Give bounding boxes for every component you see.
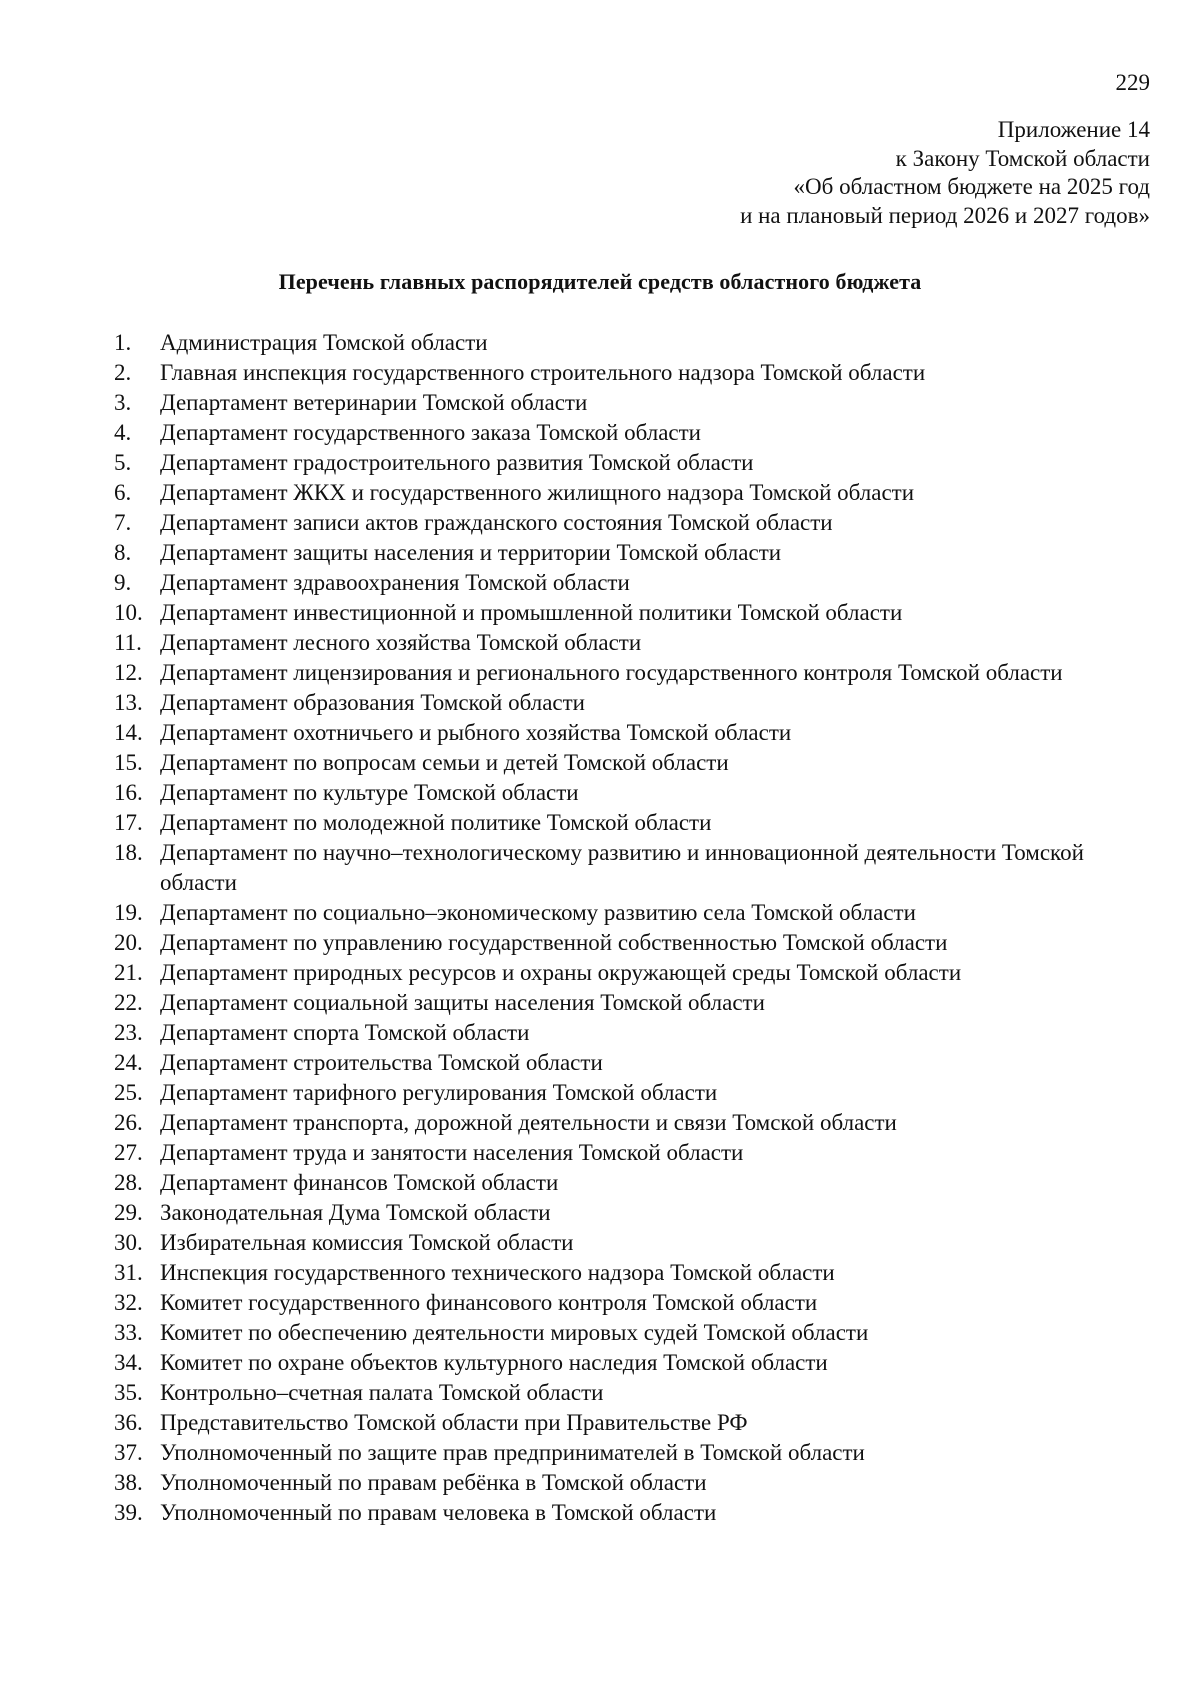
list-item-number: 5. <box>114 450 132 475</box>
list-item <box>114 1288 1134 1318</box>
list-item-text: Избирательная комиссия Томской области <box>160 1230 574 1255</box>
list-item <box>114 418 1134 448</box>
list-item-number: 6. <box>114 480 132 505</box>
list-item-text: Главная инспекция государственного строительного надзора Томской области <box>160 360 926 385</box>
list-item-number: 38. <box>114 1470 143 1495</box>
list-item <box>114 718 1134 748</box>
list-item <box>114 1438 1134 1468</box>
list-item-text: Департамент ветеринарии Томской области <box>160 390 588 415</box>
list-item <box>114 688 1134 718</box>
list-item-number: 30. <box>114 1230 143 1255</box>
list-item <box>114 568 1134 598</box>
list-item-number: 37. <box>114 1440 143 1465</box>
list-item <box>114 658 1134 688</box>
list-item-text: Департамент труда и занятости населения Томской области <box>160 1140 744 1165</box>
list-item-number: 28. <box>114 1170 143 1195</box>
appendix-header-line: «Об областном бюджете на 2025 год <box>793 174 1150 199</box>
list-item-text: Департамент записи актов гражданского состояния Томской области <box>160 510 833 535</box>
list-item-text: Департамент лесного хозяйства Томской области <box>160 630 642 655</box>
list-item <box>114 1138 1134 1168</box>
list-item-text: Департамент строительства Томской области <box>160 1050 603 1075</box>
list-item <box>114 1048 1134 1078</box>
list-item-number: 31. <box>114 1260 143 1285</box>
list-item-number: 3. <box>114 390 132 415</box>
list-item-text: Департамент защиты населения и территории Томской области <box>160 540 782 565</box>
list-item-number: 17. <box>114 810 143 835</box>
list-item <box>114 388 1134 418</box>
list-item-number: 32. <box>114 1290 143 1315</box>
list-item <box>114 1318 1134 1348</box>
appendix-header-line: Приложение 14 <box>997 117 1150 142</box>
list-item <box>114 898 1134 928</box>
list-item-number: 7. <box>114 510 132 535</box>
list-item-text: Департамент ЖКХ и государственного жилищного надзора Томской области <box>160 480 915 505</box>
list-item <box>114 1108 1134 1138</box>
list-item <box>114 448 1134 478</box>
list-item-text: Законодательная Дума Томской области <box>160 1200 551 1225</box>
list-item-number: 26. <box>114 1110 143 1135</box>
list-item-text: Департамент по научно–технологическому развитию и инновационной деятельности Томской области <box>160 840 1084 895</box>
list-item-number: 23. <box>114 1020 143 1045</box>
list-item-text: Комитет по обеспечению деятельности мировых судей Томской области <box>160 1320 869 1345</box>
list-item <box>114 1498 1134 1528</box>
list-item-text: Администрация Томской области <box>160 330 488 355</box>
list-item-number: 10. <box>114 600 143 625</box>
list-item-text: Комитет государственного финансового контроля Томской области <box>160 1290 818 1315</box>
list-item-text: Департамент транспорта, дорожной деятельности и связи Томской области <box>160 1110 897 1135</box>
list-item-text: Департамент по культуре Томской области <box>160 780 579 805</box>
list-item <box>114 958 1134 988</box>
list-item-number: 24. <box>114 1050 143 1075</box>
list-item-text: Департамент спорта Томской области <box>160 1020 530 1045</box>
list-item <box>114 928 1134 958</box>
list-item-number: 27. <box>114 1140 143 1165</box>
list-item-number: 15. <box>114 750 143 775</box>
document-title: Перечень главных распорядителей средств областного бюджета <box>278 269 922 294</box>
list-item-number: 25. <box>114 1080 143 1105</box>
list-item-number: 8. <box>114 540 132 565</box>
list-item-number: 1. <box>114 330 132 355</box>
list-item-number: 29. <box>114 1200 143 1225</box>
list-item-number: 21. <box>114 960 143 985</box>
list-item-number: 33. <box>114 1320 143 1345</box>
spending-units-list <box>114 328 1134 1528</box>
list-item-number: 36. <box>114 1410 143 1435</box>
list-item <box>114 1408 1134 1438</box>
list-item <box>114 988 1134 1018</box>
list-item <box>114 838 1134 898</box>
list-item-text: Уполномоченный по правам человека в Томской области <box>160 1500 717 1525</box>
list-item-text: Департамент образования Томской области <box>160 690 585 715</box>
list-item-number: 14. <box>114 720 143 745</box>
list-item <box>114 628 1134 658</box>
list-item-text: Контрольно–счетная палата Томской области <box>160 1380 604 1405</box>
list-item-number: 13. <box>114 690 143 715</box>
list-item <box>114 508 1134 538</box>
list-item <box>114 778 1134 808</box>
list-item-number: 22. <box>114 990 143 1015</box>
list-item-text: Департамент природных ресурсов и охраны окружающей среды Томской области <box>160 960 962 985</box>
list-item-text: Департамент по вопросам семьи и детей Томской области <box>160 750 729 775</box>
list-item <box>114 538 1134 568</box>
list-item-text: Департамент по социально–экономическому развитию села Томской области <box>160 900 916 925</box>
list-item-text: Департамент государственного заказа Томской области <box>160 420 701 445</box>
list-item-number: 35. <box>114 1380 143 1405</box>
list-item <box>114 748 1134 778</box>
page-number: 229 <box>1115 70 1150 95</box>
appendix-header-line: и на плановый период 2026 и 2027 годов» <box>740 202 1150 228</box>
list-item-text: Департамент лицензирования и регионального государственного контроля Томской области <box>160 660 1063 685</box>
list-item <box>114 1078 1134 1108</box>
list-item-number: 4. <box>114 420 132 445</box>
list-item <box>114 1468 1134 1498</box>
list-item <box>114 598 1134 628</box>
list-item-text: Представительство Томской области при Правительстве РФ <box>160 1410 748 1435</box>
list-item-number: 18. <box>114 840 143 865</box>
list-item <box>114 478 1134 508</box>
list-item-text: Департамент инвестиционной и промышленной политики Томской области <box>160 600 903 625</box>
list-item-number: 2. <box>114 360 132 385</box>
list-item-text: Комитет по охране объектов культурного наследия Томской области <box>160 1350 828 1375</box>
list-item <box>114 1378 1134 1408</box>
list-item-text: Уполномоченный по правам ребёнка в Томской области <box>160 1470 707 1495</box>
list-item-number: 19. <box>114 900 143 925</box>
list-item <box>114 1228 1134 1258</box>
list-item-number: 12. <box>114 660 143 685</box>
list-item-text: Уполномоченный по защите прав предпринимателей в Томской области <box>160 1440 865 1465</box>
list-item-text: Департамент тарифного регулирования Томской области <box>160 1080 718 1105</box>
list-item-text: Департамент охотничьего и рыбного хозяйства Томской области <box>160 720 792 745</box>
list-item-text: Инспекция государственного технического надзора Томской области <box>160 1260 835 1285</box>
list-item-text: Департамент финансов Томской области <box>160 1170 559 1195</box>
list-item <box>114 1258 1134 1288</box>
list-item-number: 20. <box>114 930 143 955</box>
list-item-text: Департамент здравоохранения Томской области <box>160 570 630 595</box>
list-item <box>114 1198 1134 1228</box>
list-item-text: Департамент по управлению государственной собственностью Томской области <box>160 930 948 955</box>
list-item-text: Департамент градостроительного развития Томской области <box>160 450 754 475</box>
list-item <box>114 1168 1134 1198</box>
list-item <box>114 1348 1134 1378</box>
appendix-header-line: к Закону Томской области <box>895 145 1150 171</box>
list-item <box>114 808 1134 838</box>
list-item-number: 34. <box>114 1350 143 1375</box>
list-item <box>114 1018 1134 1048</box>
list-item-number: 39. <box>114 1500 143 1525</box>
list-item-text: Департамент социальной защиты населения Томской области <box>160 990 765 1015</box>
list-item <box>114 358 1134 388</box>
list-item <box>114 328 1134 358</box>
list-item-number: 11. <box>114 630 142 655</box>
list-item-number: 16. <box>114 780 143 805</box>
list-item-number: 9. <box>114 570 132 595</box>
appendix-header <box>740 116 1150 230</box>
list-item-text: Департамент по молодежной политике Томской области <box>160 810 712 835</box>
